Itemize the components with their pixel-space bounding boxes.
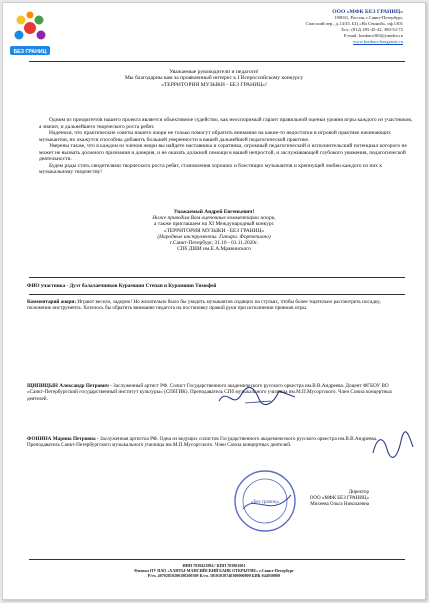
participant-line [27, 283, 405, 289]
body-paragraph: Надеемся, что практические советы нашего жюри не только помогут обратить внимание на какие-то недостатки в игровой практике начинающих музыкантов, но окажутся способны добавить большей уверенности в вашей дальнейшей педагогической практике. [39, 130, 391, 143]
director-org: ООО «МФК БЕЗ ГРАНИЦ» [309, 496, 369, 502]
greeting [3, 69, 425, 88]
comment-label: Комментарий жюри: [27, 299, 77, 305]
greeting-title: Уважаемые руководители и педагоги! [169, 69, 259, 75]
body-paragraph: Будем рады стать свидетелями творческого роста ребят, становления хороших и блестящих музыкантов и крепнущей любви каждого из них к музыкальному творчеству! [39, 162, 383, 175]
org-address-1: 190031, Россия, г.Санкт-Петербург, [334, 15, 403, 21]
jury-name: ЩИПИЦЫН Александр Петрович [27, 383, 109, 389]
bank-accounts: Р/сч. 40702810200180200309 К/сч. 30101810740300000809 БИК 044030809 [147, 573, 281, 579]
intro-line: а также приглашаем на XI Международный конкурс [154, 221, 274, 228]
director-title: Директор [348, 490, 369, 495]
letter-page [2, 2, 426, 600]
jury-name: ФОНИНА Марина Петровна [27, 436, 96, 442]
intro-line: (Народные инструменты. Гитара. Фортепиано) [157, 233, 271, 240]
contest-name: «ТЕРРИТОРИЯ МУЗЫКИ - БЕЗ ГРАНИЦ»! [161, 81, 267, 88]
intro-dates: г.Санкт-Петербург, 31.10 - 03.11.2020г. [169, 240, 259, 247]
participant-label: ФИО участника - [27, 283, 69, 289]
jury-member-2 [27, 436, 405, 449]
letter-body [39, 117, 413, 176]
greeting-line: Мы благодарны вам за проявленный интерес к I Всероссийскому конкурсу [124, 75, 304, 82]
org-site-link[interactable]: www.konkurs-bezgranic.ru [353, 39, 403, 45]
bank-inn: ИНН 7838423984 / КПП 783801001 [182, 563, 246, 568]
bank-details [3, 563, 425, 579]
bank-name: Филиал ПУ ПАО «ХАНТЫ-МАНСИЙСКИЙ БАНК ОТКРЫТИЕ» г.Санкт-Петербург [134, 568, 294, 574]
organization-logo [9, 9, 51, 57]
director-block [259, 490, 369, 509]
intro-contest-name: «ТЕРРИТОРИЯ МУЗЫКИ - БЕЗ ГРАНИЦ» [163, 227, 265, 234]
director-name: Михеева Ольга Николаевна [310, 502, 369, 508]
org-phone: Тел.: (812) 495-45-42, 380-52-72 [340, 27, 403, 33]
org-email[interactable]: E-mail: konkurs365@yandex.ru [343, 33, 403, 39]
participant-name: Дуэт балалаечников Курамшин Степан и Курамшин Тимофей [69, 283, 217, 289]
org-address-2: Спасский пер., д.14/35, БЦ «На Сенной», оф.1301 [305, 21, 403, 27]
comment-text: Играют весело, задорно! Но желательно было бы увидеть музыкантов сидящих на стульях, чтобы более тщательно рассмотреть посадку, положение инструмента. Хотелось бы обратить внимание педагога на постановку правой руки при исполнении приемов игры. [27, 299, 381, 312]
salutation: Уважаемый Андрей Евгеньевич! [173, 209, 255, 215]
header-divider [29, 61, 405, 62]
section-divider [29, 294, 405, 295]
body-paragraph: Одним из приоритетов нашего проекта является объективное судейство, как неоспоримый гарант правильной оценки уровня игры каждого из участников, а значит, и дальнейшего творческого роста ребят. [39, 117, 413, 130]
org-name: ООО «МФК БЕЗ ГРАНИЦ» [332, 9, 403, 15]
org-header [233, 9, 403, 46]
jury-description: - Заслуженная артистка РФ. Одна из ведущих солистов Государственного академического русского оркестра им.В.В.Андреева. Преподаватель Санкт-Петербургского музыкального училища им.М.П.Мусоргского. Член Союза концертных деятелей. [27, 436, 378, 449]
logo-text: БЕЗ ГРАНИЦ [13, 49, 47, 55]
intro-venue: СПб ДШИ им.Е.А.Мравинского [177, 246, 251, 253]
stamp-text: «Без границ» [250, 500, 280, 505]
jury-description: - Заслуженный артист РФ. Солист Государственного академического русского оркестра им.В.В.Андреева. Доцент ФГБОУ ВО «Санкт-Петербургский государственный институт культуры» (СПбГИК). Преподаватель СПб музыкального училища им.М.П.Мусоргского. Член Союза концертных деятелей. [27, 383, 393, 402]
jury-member-1 [27, 383, 405, 402]
jury-comment [27, 299, 405, 312]
jury-intro [3, 209, 425, 252]
body-paragraph: Уверены также, что в каждом из членов жюри вы найдете наставника и соратника, огромный педагогический и исполнительский потенциал которого не может не вызвать должного признания и доверия, и не оказать должной помощи в вашей непростой, и заслуживающей глубокого уважения, педагогической деятельности. [39, 143, 407, 162]
section-divider [29, 277, 405, 278]
intro-line: Ниже приводим Вам оценочные комментарии жюри, [152, 215, 276, 222]
footer-divider [29, 559, 405, 560]
